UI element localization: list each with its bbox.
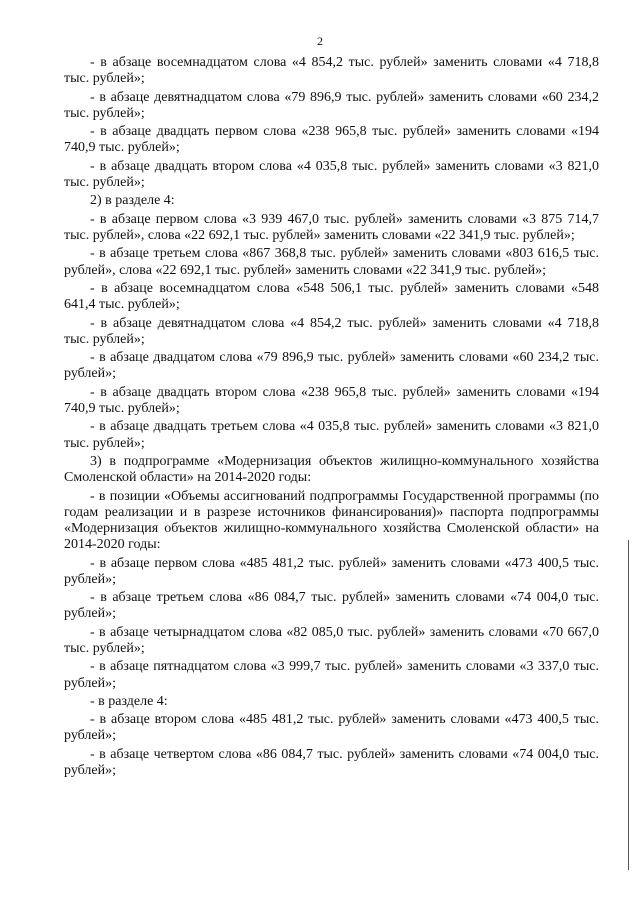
section-heading: 2) в разделе 4: [90,193,175,209]
paragraph: - в абзаце девятнадцатом слова «79 896,9 тыс. рублей» заменить словами «60 234,2 тыс. рублей»; [64,89,599,121]
section-heading: 3) в подпрограмме «Модернизация объектов жилищно-коммунального хозяйства Смоленской области» на 2014-2020 годы: [64,453,599,486]
paragraph: - в абзаце первом слова «485 481,2 тыс. рублей» заменить словами «473 400,5 тыс. рублей»; [64,555,599,587]
paragraph: - в абзаце втором слова «485 481,2 тыс. рублей» заменить словами «473 400,5 тыс. рублей»; [64,712,599,744]
page-number: 2 [317,34,323,48]
paragraph: - в абзаце восемнадцатом слова «548 506,1 тыс. рублей» заменить словами «548 641,4 тыс. рублей»; [64,280,599,313]
paragraph: - в абзаце двадцатом слова «79 896,9 тыс. рублей» заменить словами «60 234,2 тыс. рублей»; [64,350,599,382]
paragraph: - в абзаце двадцать первом слова «238 965,8 тыс. рублей» заменить словами «194 740,9 тыс. рублей»; [64,124,599,156]
paragraph: - в абзаце третьем слова «86 084,7 тыс. рублей» заменить словами «74 004,0 тыс. рублей»; [64,590,599,622]
paragraph: - в абзаце двадцать втором слова «4 035,8 тыс. рублей» заменить словами «3 821,0 тыс. рублей»; [64,158,599,190]
paragraph: - в абзаце третьем слова «867 368,8 тыс. рублей» заменить словами «803 616,5 тыс. рублей», слова «22 692,1 тыс. рублей» заменить словами «22 341,9 тыс. рублей»; [64,246,599,278]
paragraph: - в абзаце двадцать втором слова «238 965,8 тыс. рублей» заменить словами «194 740,9 тыс. рублей»; [64,384,599,416]
paragraph: - в абзаце четвертом слова «86 084,7 тыс. рублей» заменить словами «74 004,0 тыс. рублей»; [64,746,599,779]
paragraph: - в абзаце девятнадцатом слова «4 854,2 тыс. рублей» заменить словами «4 718,8 тыс. рублей»; [64,315,599,347]
paragraph: - в абзаце четырнадцатом слова «82 085,0 тыс. рублей» заменить словами «70 667,0 тыс. рублей»; [64,624,599,656]
paragraph: - в абзаце пятнадцатом слова «3 999,7 тыс. рублей» заменить словами «3 337,0 тыс. рублей»; [64,659,599,691]
paragraph: - в позиции «Объемы ассигнований подпрограммы Государственной программы (по годам реализации и в разрезе источников финансирования)» паспорта подпрограммы «Модернизация объектов жилищно-коммунального хозяйства Смоленской области» на 2014-2020 годы: [64,488,599,553]
document-body [64,55,599,781]
section-heading: - в разделе 4: [90,693,168,709]
paragraph: - в абзаце двадцать третьем слова «4 035,8 тыс. рублей» заменить словами «3 821,0 тыс. рублей»; [64,419,599,451]
scan-edge-line [628,540,629,870]
paragraph: - в абзаце первом слова «3 939 467,0 тыс. рублей» заменить словами «3 875 714,7 тыс. рублей», слова «22 692,1 тыс. рублей» заменить словами «22 341,9 тыс. рублей»; [64,211,599,243]
paragraph: - в абзаце восемнадцатом слова «4 854,2 тыс. рублей» заменить словами «4 718,8 тыс. рублей»; [64,55,599,87]
